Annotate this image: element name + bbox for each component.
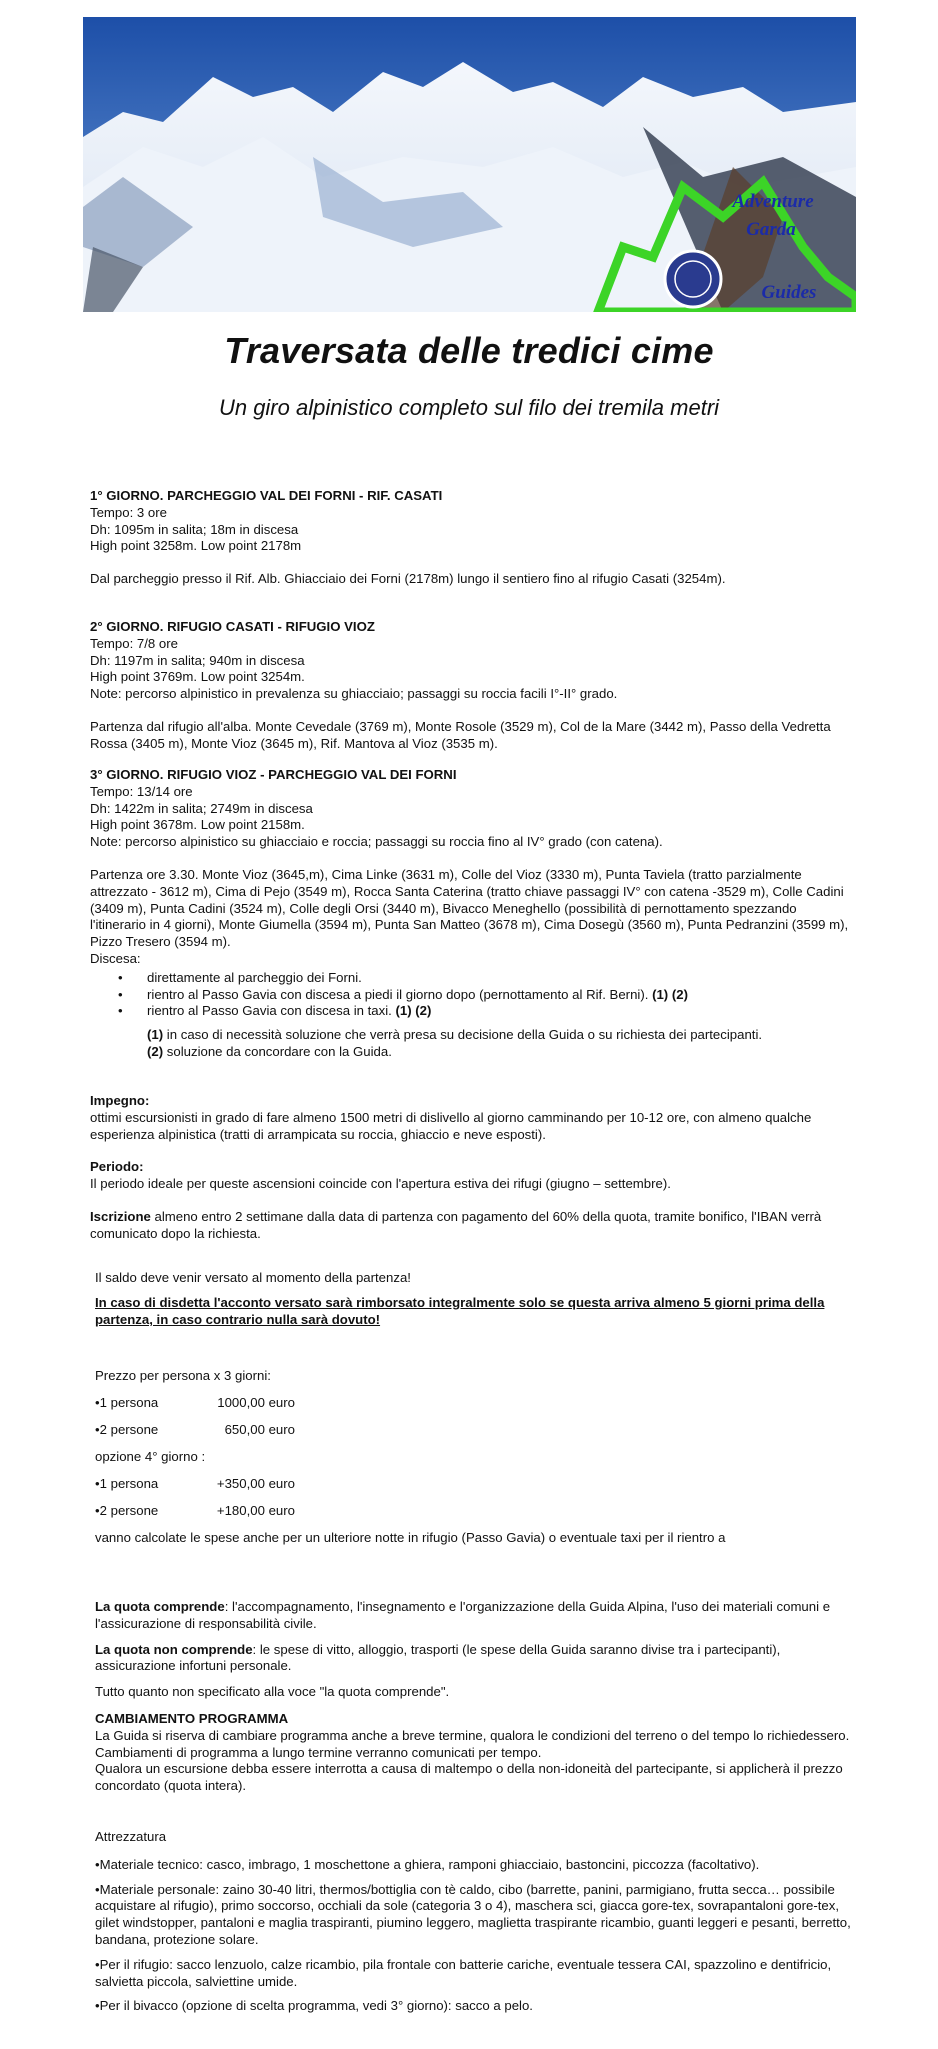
note-item [147,1027,850,1044]
day2-description: Partenza dal rifugio all'alba. Monte Cevedale (3769 m), Monte Rosole (3529 m), Col de la Mare (3442 m), Passo della Vedretta Rossa (3405 m), Monte Vioz (3645 m), Rif. Mantova al Vioz (3535 m). [90,718,831,751]
option-value: +350,00 euro [216,1476,295,1491]
price-row [95,1389,855,1416]
header-banner-image [83,17,856,312]
descent-option-refs: (1) (2) [652,986,688,1002]
day3-section [90,767,850,1061]
price-note: vanno calcolate le spese anche per un ulteriore notte in rifugio (Passo Gavia) o eventuale taxi per il rientro a [95,1530,726,1545]
periodo-section [90,1159,850,1193]
quota-comprende-label: La quota comprende [95,1599,225,1614]
tutto-quanto-text: Tutto quanto non specificato alla voce "la quota comprende". [95,1684,450,1700]
day2-line: High point 3769m. Low point 3254m. [90,669,305,685]
day3-line: Tempo: 13/14 ore [90,783,193,799]
logo-line1: Adventure [732,191,814,212]
descent-option-text: direttamente al parcheggio dei Forni. [147,969,362,985]
attrezzatura-item: •Materiale personale: zaino 30-40 litri, thermos/bottiglia con tè caldo, cibo (barrette, panini, parmigiano, frutta secca… possibile acquistare al rifugio), primo soccorso, occhiali da sole (categoria 3 o 4), maschera sci, giacca gore-tex, sovrapantaloni gore-tex, gilet windstopper, pantaloni e maglia traspiranti, piumino leggero, maglietta traspirante ricambio, guanti leggeri e pesanti, berretto, bandana, protezione solare. [95,1881,851,1947]
iscrizione-section [90,1209,850,1243]
iscrizione-label: Iscrizione [90,1209,151,1224]
price-label: •1 persona [95,1395,159,1410]
logo-line2: Garda [746,219,796,240]
mountain-panorama [83,17,856,312]
impegno-label: Impegno: [90,1093,150,1108]
cambiamento-heading: CAMBIAMENTO PROGRAMMA [95,1711,289,1726]
periodo-text: Il periodo ideale per queste ascensioni coincide con l'apertura estiva dei rifugi (giugno – settembre). [90,1175,671,1191]
page-title: Traversata delle tredici cime [224,330,714,371]
payment-section [95,1270,855,1328]
day3-line: Dh: 1422m in salita; 2749m in discesa [90,800,313,816]
attrezzatura-section [95,1829,855,2015]
attrezzatura-item: •Per il bivacco (opzione di scelta programma, vedi 3° giorno): sacco a pelo. [95,1998,533,2014]
day1-heading: 1° GIORNO. PARCHEGGIO VAL DEI FORNI - RIF. CASATI [90,488,443,503]
descent-option-text: rientro al Passo Gavia con discesa in taxi. [147,1003,392,1019]
periodo-label: Periodo: [90,1159,144,1174]
day3-description: Partenza ore 3.30. Monte Vioz (3645,m), Cima Linke (3631 m), Colle del Vioz (3330 m), Punta Taviela (tratto parzialmente attrezzato - 3612 m), Cima di Pejo (3549 m), Rocca Santa Caterina (tratto chiave passaggi IV° con catena -3529 m), Colle Cadini (3409 m), Punta Cadini (3524 m), Colle degli Orsi (3440 m), Bivacco Meneghello (possibilità di pernottamento spezzando l'itinerario in 4 giorni), Monte Giumella (3594 m), Punta San Matteo (3678 m), Cima Dosegù (3560 m), Punta Pedranzini (3599 m), Pizzo Tresero (3594 m). [90,866,849,950]
day1-description: Dal parcheggio presso il Rif. Alb. Ghiacciaio dei Forni (2178m) lungo il sentiero fino al rifugio Casati (3254m). [90,571,726,587]
price-value: 650,00 euro [224,1422,295,1437]
quota-comprende-text: : l'accompagnamento, l'insegnamento e l'organizzazione della Guida Alpina, l'uso dei materiali comuni e l'assicurazione di responsabilità civile. [95,1599,831,1631]
option-label: •1 persona [95,1476,159,1491]
attrezzatura-item: •Materiale tecnico: casco, imbrago, 1 moschettone a ghiera, ramponi ghiacciaio, bastoncini, piccozza (facoltativo). [95,1856,760,1872]
page-subtitle: Un giro alpinistico completo sul filo dei tremila metri [218,395,720,420]
descent-options [90,970,850,1020]
iscrizione-text: almeno entro 2 settimane dalla data di partenza con pagamento del 60% della quota, tramite bonifico, l'IBAN verrà comunicato dopo la richiesta. [90,1209,822,1241]
price-label: •2 persone [95,1422,159,1437]
note-text: soluzione da concordare con la Guida. [166,1043,392,1059]
quota-section [95,1599,855,1701]
impegno-section [90,1093,850,1143]
day1-line: Tempo: 3 ore [90,504,167,520]
note-item [147,1044,850,1061]
note-text: in caso di necessità soluzione che verrà presa su decisione della Guida o su richiesta dei partecipanti. [166,1027,763,1043]
quota-non-comprende-label: La quota non comprende [95,1641,253,1657]
day2-line: Dh: 1197m in salita; 940m in discesa [90,652,305,668]
day3-line: High point 3678m. Low point 2158m. [90,817,305,833]
price-section [95,1362,855,1551]
day1-line: High point 3258m. Low point 2178m [90,538,302,554]
day2-heading: 2° GIORNO. RIFUGIO CASATI - RIFUGIO VIOZ [90,619,375,634]
day2-line: Note: percorso alpinistico in prevalenza su ghiacciaio; passaggi su roccia facili I°-II° grado. [90,686,618,702]
descent-option-refs: (1) (2) [395,1003,432,1019]
descent-notes [90,1027,850,1061]
quota-non-comprende-text: : le spese di vitto, alloggio, trasporti (le spese della Guida saranno divise tra i partecipanti), assicurazione infortuni personale. [95,1641,781,1674]
cambiamento-section [95,1711,855,1795]
note-ref: (1) [147,1027,164,1043]
saldo-text: Il saldo deve venir versato al momento della partenza! [95,1270,411,1285]
disdetta-text: In caso di disdetta l'acconto versato sarà rimborsato integralmente solo se questa arriva almeno 5 giorni prima della partenza, in caso contrario nulla sarà dovuto! [95,1294,825,1327]
day3-heading: 3° GIORNO. RIFUGIO VIOZ - PARCHEGGIO VAL DEI FORNI [90,767,457,782]
option-row [95,1497,855,1524]
list-item [90,987,850,1004]
cambiamento-text: Qualora un escursione debba essere interrotta a causa di maltempo o della non-idoneità del partecipante, si applicherà il prezzo concordato (quota intera). [95,1761,843,1794]
descent-option-text: rientro al Passo Gavia con discesa a piedi il giorno dopo (pernottamento al Rif. Berni). [147,986,649,1002]
option-heading: opzione 4° giorno : [95,1449,206,1464]
price-value: 1000,00 euro [217,1395,295,1410]
option-label: •2 persone [95,1503,159,1518]
day1-section [90,488,850,588]
note-ref: (2) [147,1043,164,1059]
descent-label: Discesa: [90,950,141,966]
logo-line3: Guides [761,282,817,303]
day3-line: Note: percorso alpinistico su ghiacciaio e roccia; passaggi su roccia fino al IV° grado (con catena). [90,834,663,850]
price-heading: Prezzo per persona x 3 giorni: [95,1368,271,1383]
day1-line: Dh: 1095m in salita; 18m in discesa [90,521,299,537]
impegno-text: ottimi escursionisti in grado di fare almeno 1500 metri di dislivello al giorno camminando per 10-12 ore, con almeno qualche esperienza alpinistica (tratti di arrampicata su roccia, ghiaccio e neve esposti). [90,1109,812,1142]
day2-line: Tempo: 7/8 ore [90,635,178,651]
list-item [90,1003,850,1020]
cambiamento-text: La Guida si riserva di cambiare programma anche a breve termine, qualora le condizioni del terreno o del tempo lo richiedessero. Cambiamenti di programma a lungo termine verranno comunicati per tempo. [95,1727,850,1760]
option-value: +180,00 euro [216,1503,295,1518]
attrezzatura-heading: Attrezzatura [95,1829,167,1844]
list-item [90,970,850,987]
option-row [95,1470,855,1497]
day2-section [90,619,850,753]
attrezzatura-item: •Per il rifugio: sacco lenzuolo, calze ricambio, pila frontale con batterie cariche, eventuale tessera CAI, spazzolino e dentifricio, salvietta piccola, salviettine umide. [95,1956,832,1989]
price-row [95,1416,855,1443]
